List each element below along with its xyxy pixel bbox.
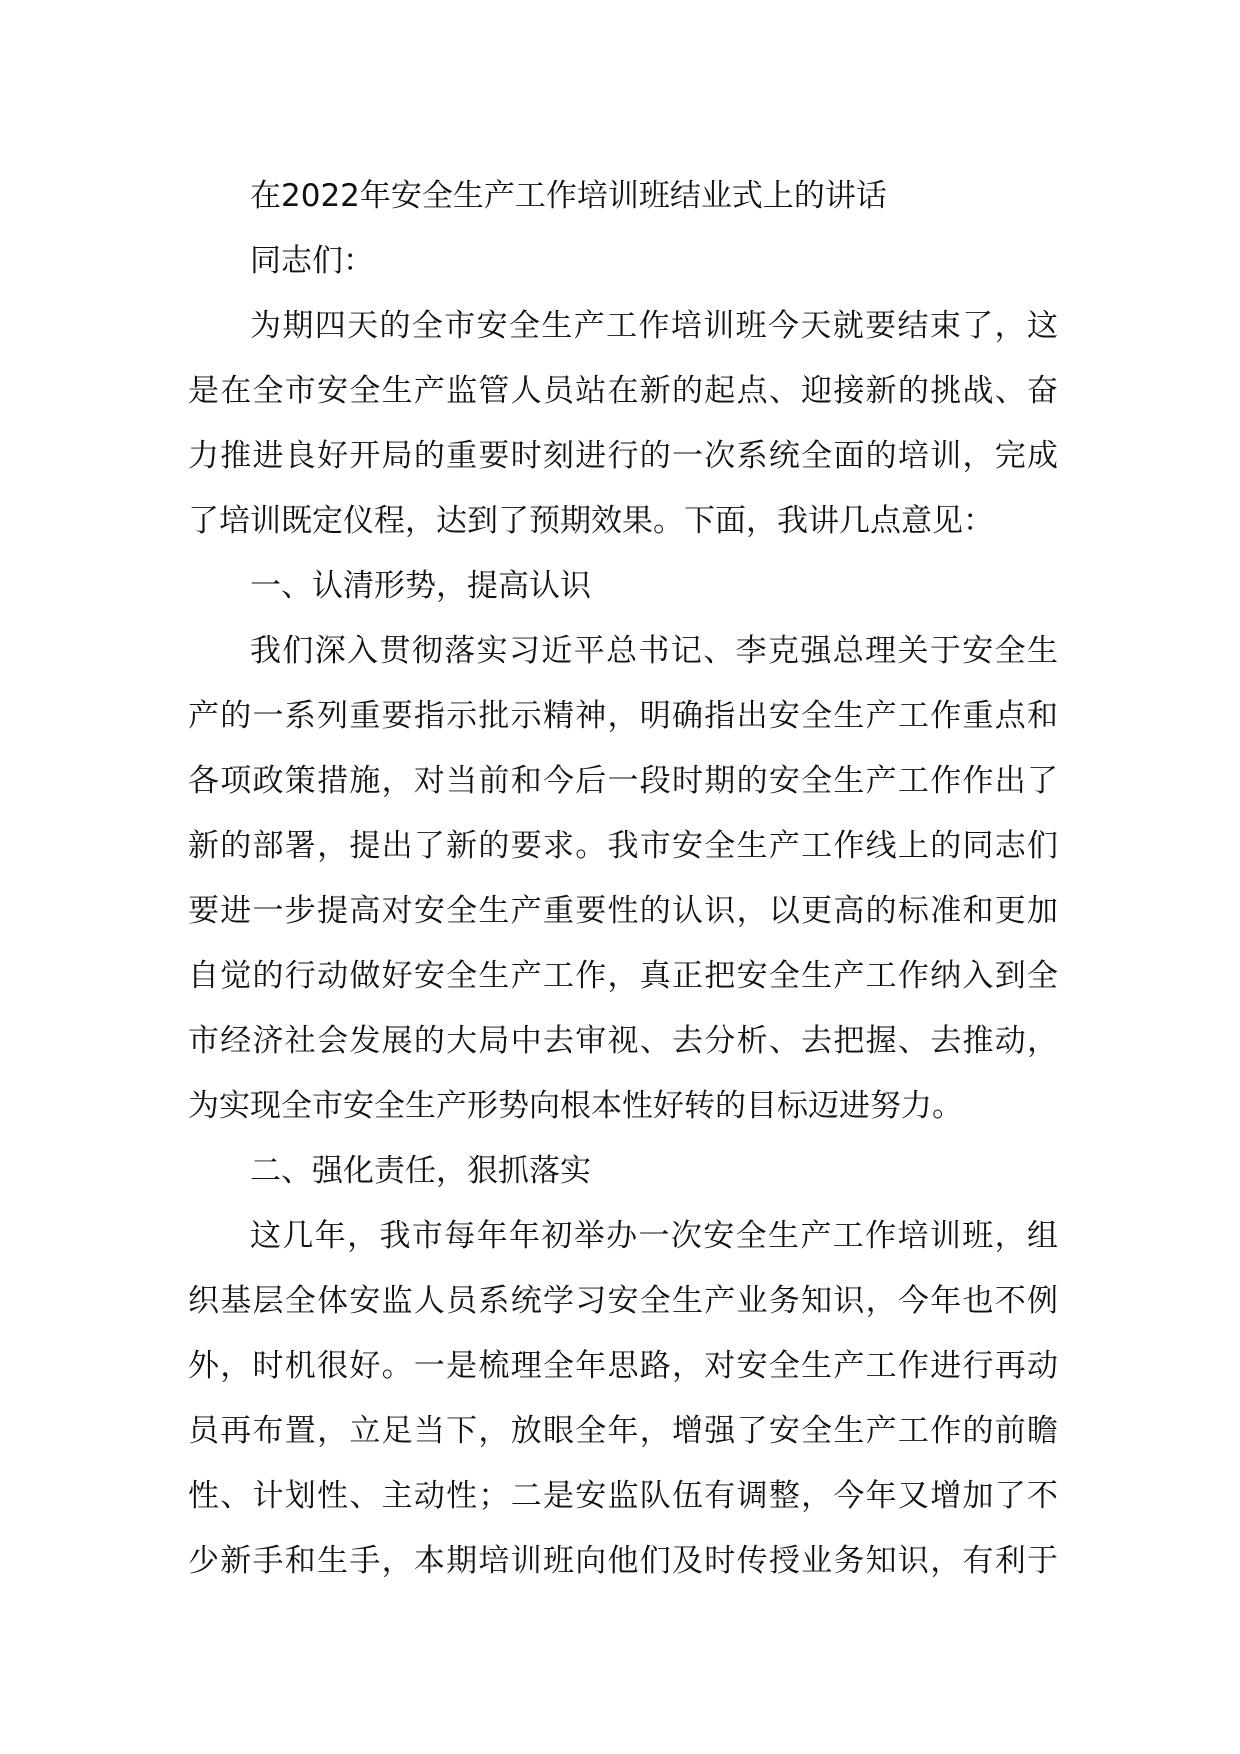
paragraph-line: 这几年，我市每年年初举办一次安全生产工作培训班，组 (250, 1218, 1058, 1254)
paragraph-line: 市经济社会发展的大局中去审视、去分析、去把握、去推动， (188, 1023, 1058, 1059)
document-title: 在2022年安全生产工作培训班结业式上的讲话 (250, 178, 887, 214)
intro-paragraph (188, 294, 1058, 554)
paragraph-line: 员再布置，立足当下，放眼全年，增强了安全生产工作的前瞻 (188, 1413, 1058, 1449)
document-page (188, 164, 1058, 1594)
paragraph-line: 自觉的行动做好安全生产工作，真正把安全生产工作纳入到全 (188, 958, 1058, 994)
paragraph-line: 为期四天的全市安全生产工作培训班今天就要结束了，这 (250, 308, 1058, 344)
section-heading-2: 二、强化责任，狠抓落实 (250, 1153, 591, 1189)
paragraph-line: 为实现全市安全生产形势向根本性好转的目标迈进努力。 (188, 1088, 963, 1124)
section2-paragraph (188, 1204, 1058, 1594)
section-heading-1: 一、认清形势，提高认识 (250, 568, 591, 604)
paragraph-line: 力推进良好开局的重要时刻进行的一次系统全面的培训，完成 (188, 438, 1058, 474)
salutation: 同志们： (250, 243, 374, 279)
section1-paragraph (188, 619, 1058, 1139)
paragraph-line: 性、计划性、主动性；二是安监队伍有调整，今年又增加了不 (188, 1478, 1058, 1514)
paragraph-line: 外，时机很好。一是梳理全年思路，对安全生产工作进行再动 (188, 1348, 1058, 1384)
paragraph-line: 是在全市安全生产监管人员站在新的起点、迎接新的挑战、奋 (188, 373, 1058, 409)
paragraph-line: 各项政策措施，对当前和今后一段时期的安全生产工作作出了 (188, 763, 1058, 799)
paragraph-line: 了培训既定仪程，达到了预期效果。下面，我讲几点意见： (188, 503, 994, 539)
paragraph-line: 新的部署，提出了新的要求。我市安全生产工作线上的同志们 (188, 828, 1058, 864)
paragraph-line: 织基层全体安监人员系统学习安全生产业务知识，今年也不例 (188, 1283, 1058, 1319)
paragraph-line: 我们深入贯彻落实习近平总书记、李克强总理关于安全生 (250, 633, 1058, 669)
paragraph-line: 产的一系列重要指示批示精神，明确指出安全生产工作重点和 (188, 698, 1058, 734)
paragraph-line: 少新手和生手，本期培训班向他们及时传授业务知识，有利于 (188, 1543, 1058, 1579)
paragraph-line: 要进一步提高对安全生产重要性的认识，以更高的标准和更加 (188, 893, 1058, 929)
